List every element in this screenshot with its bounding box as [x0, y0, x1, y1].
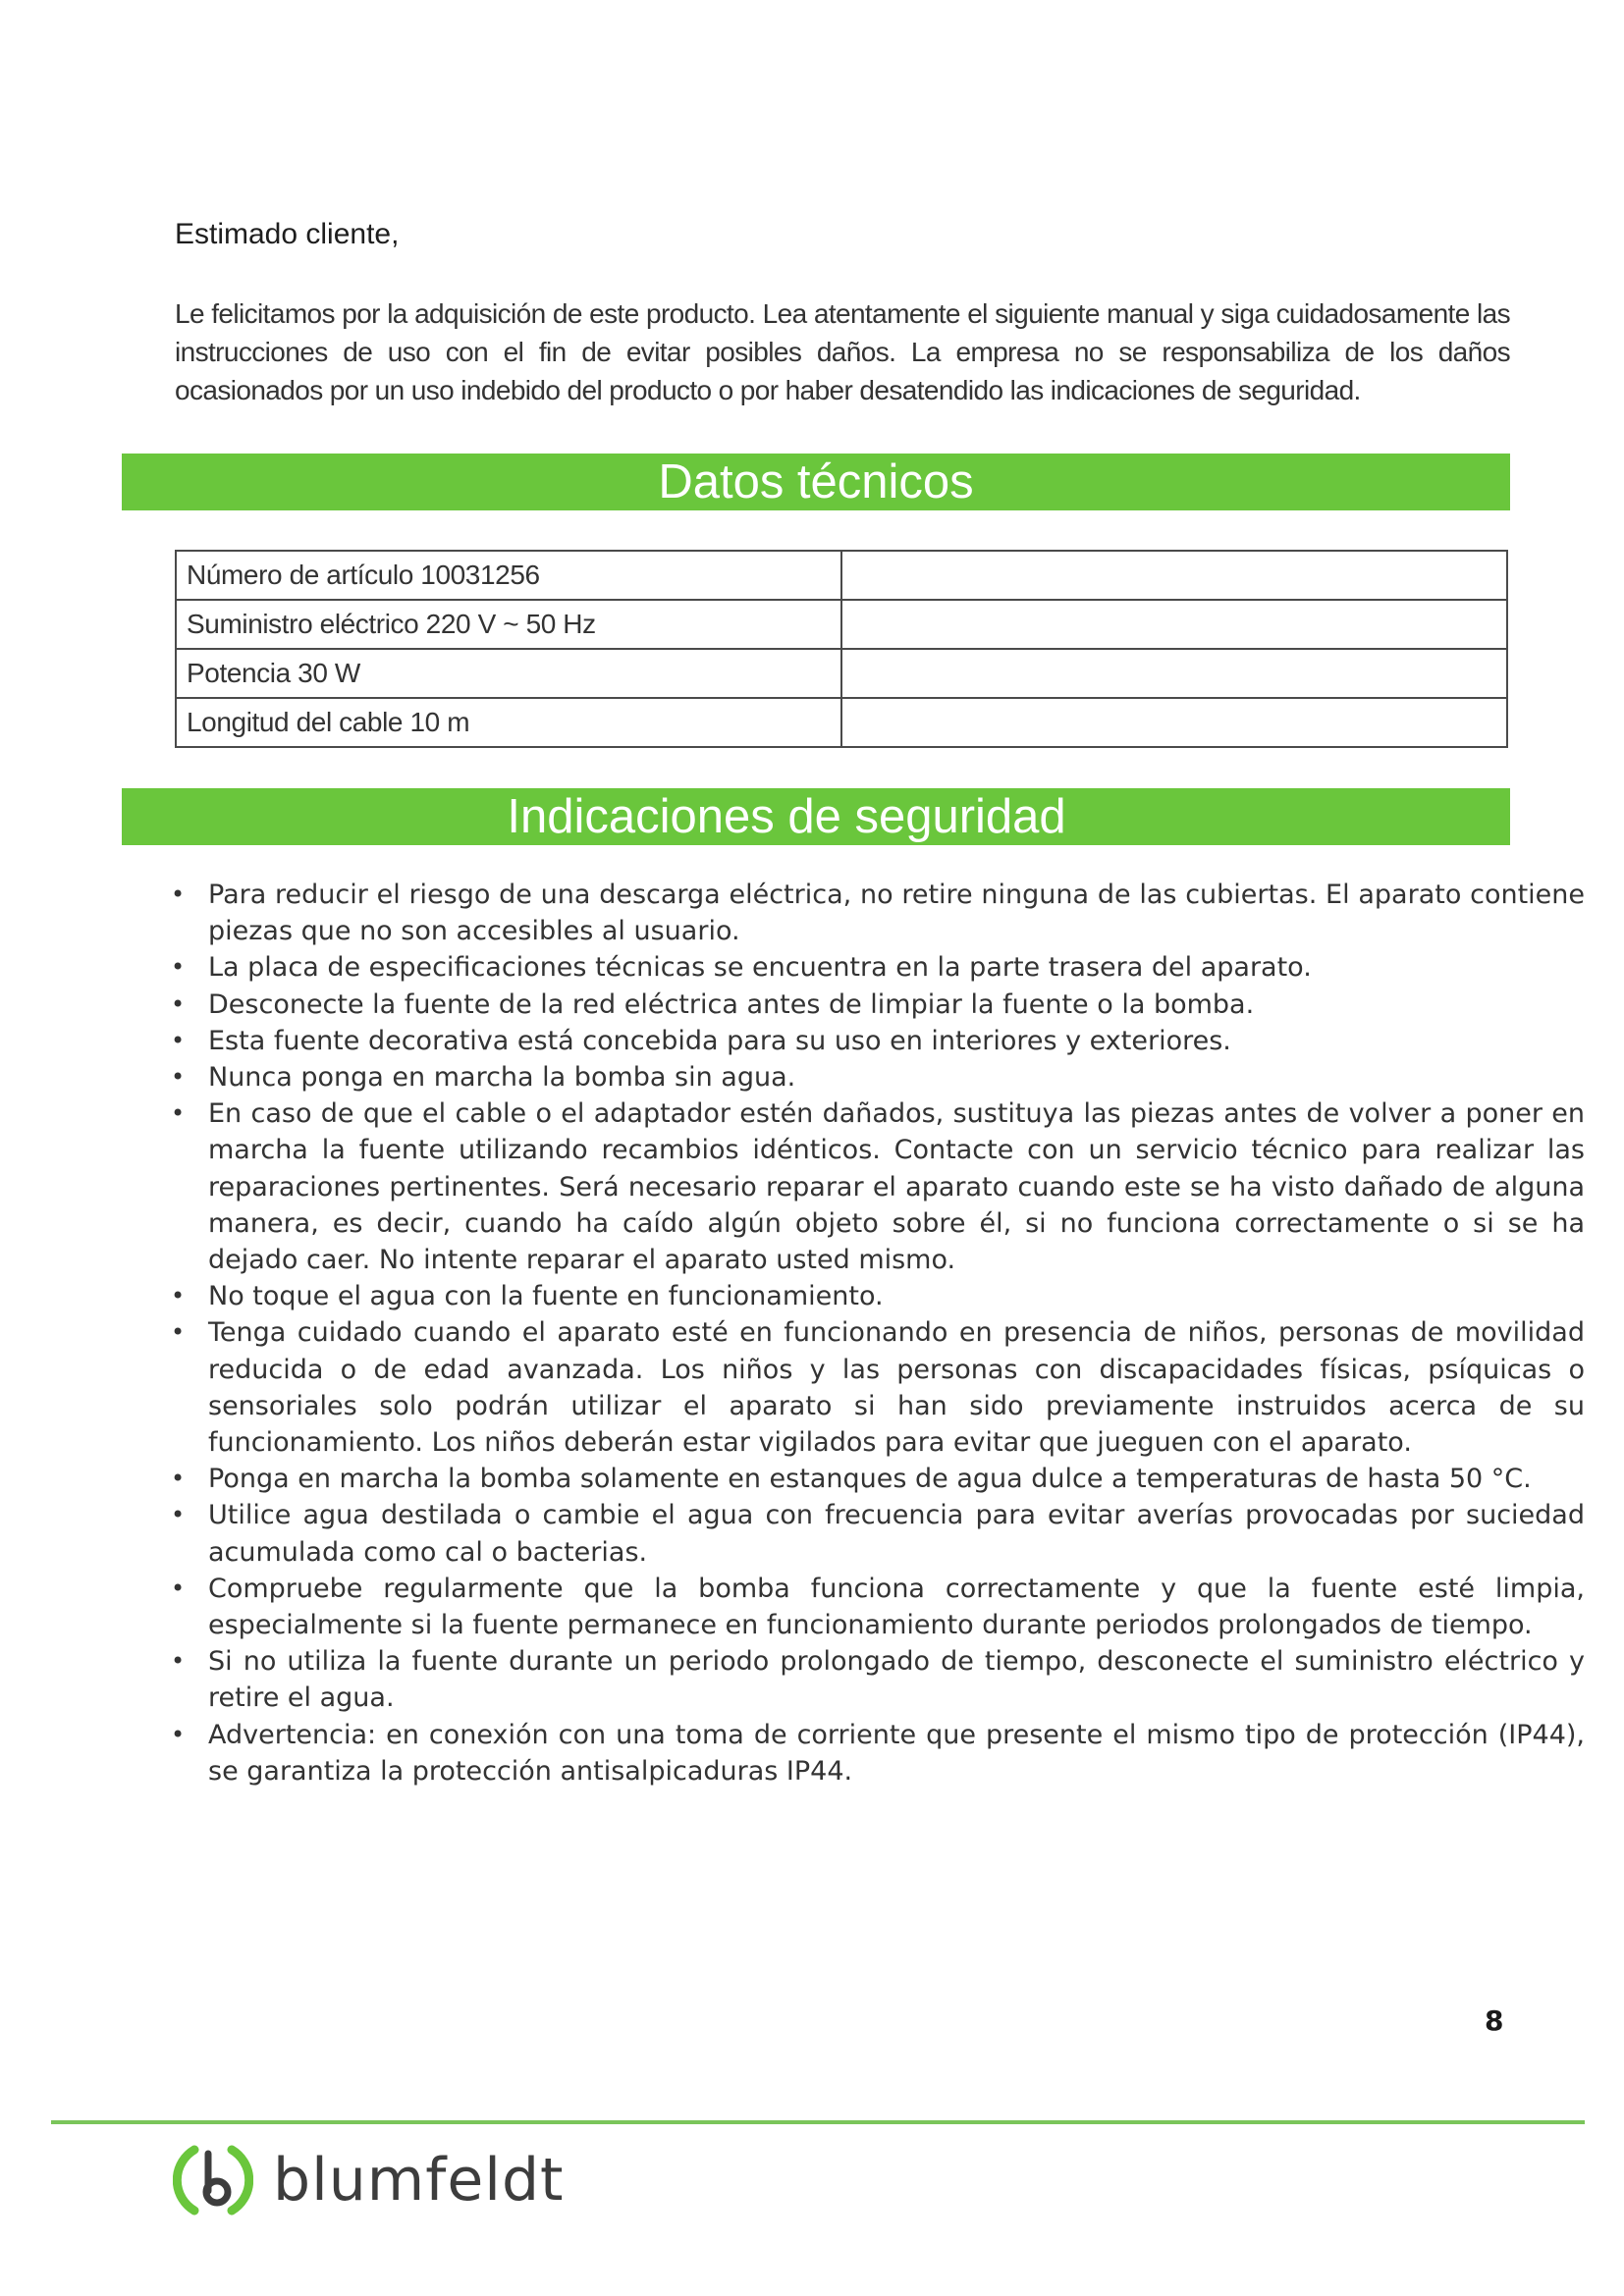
- list-item-text: Nunca ponga en marcha la bomba sin agua.: [208, 1062, 796, 1094]
- list-item: [165, 1278, 1585, 1314]
- bullet-icon: •: [171, 989, 186, 1018]
- list-item-text: La placa de especificaciones técnicas se encuentra en la parte trasera del aparato.: [208, 952, 1312, 984]
- safety-list: [165, 877, 1585, 1789]
- list-item: [165, 1461, 1585, 1497]
- intro-paragraph: Le felicitamos por la adquisición de este producto. Lea atentamente el siguiente manual y siga cuidadosamente las instrucciones de uso con el fin de evitar posibles daños. La empresa no se responsabiliza de los daños ocasionados por un uso indebido del producto o por haber desatendido las indicaciones de seguridad.: [175, 298, 1510, 405]
- bullet-icon: •: [171, 1574, 186, 1602]
- list-item-text: Advertencia: en conexión con una toma de corriente que presente el mismo tipo de protección (IP44), se garantiza la protección antisalpicaduras IP44.: [208, 1719, 1585, 1787]
- bullet-icon: •: [171, 1501, 186, 1529]
- bullet-icon: •: [171, 1465, 186, 1493]
- list-item-text: Si no utiliza la fuente durante un periodo prolongado de tiempo, desconecte el suministro eléctrico y retire el agua.: [208, 1646, 1585, 1714]
- list-item-text: Utilice agua destilada o cambie el agua con frecuencia para evitar averías provocadas por suciedad acumulada como cal o bacterias.: [208, 1500, 1585, 1568]
- list-item-text: No toque el agua con la fuente en funcionamiento.: [208, 1281, 884, 1312]
- bullet-icon: •: [171, 953, 186, 982]
- spec-label: Número de artículo 10031256: [176, 551, 841, 600]
- spec-label: Potencia 30 W: [176, 649, 841, 698]
- safety-header-title: Indicaciones de seguridad: [507, 790, 1066, 843]
- list-item: [165, 987, 1585, 1023]
- bullet-icon: •: [171, 1282, 186, 1310]
- list-item: [165, 877, 1585, 949]
- table-row: [176, 649, 1507, 698]
- greeting: Estimado cliente,: [175, 218, 400, 250]
- list-item: [165, 1023, 1585, 1059]
- list-item: [165, 1314, 1585, 1461]
- list-item: [165, 1717, 1585, 1789]
- list-item: [165, 1497, 1585, 1570]
- list-item-text: Para reducir el riesgo de una descarga eléctrica, no retire ninguna de las cubiertas. El aparato contiene piezas que no son accesibles al usuario.: [208, 880, 1585, 947]
- blumfeldt-logo-icon: [173, 2144, 253, 2216]
- list-item: [165, 1571, 1585, 1643]
- technical-data-table: [175, 550, 1508, 748]
- technical-data-header: Datos técnicos: [122, 454, 1510, 510]
- list-item-text: Tenga cuidado cuando el aparato esté en funcionando en presencia de niños, personas de movilidad reducida o de edad avanzada. Los niños y las personas con discapacidades físicas, psíquicas o sensoriales solo podrán utilizar el aparato si han sido previamente instruidos acerca de su funcionamiento. Los niños deberán estar vigilados para evitar que jueguen con el aparato.: [208, 1317, 1585, 1459]
- bullet-icon: •: [171, 1720, 186, 1748]
- bullet-icon: •: [171, 881, 186, 908]
- table-row: [176, 551, 1507, 600]
- footer-divider: [51, 2120, 1585, 2124]
- list-item-text: Compruebe regularmente que la bomba funciona correctamente y que la fuente esté limpia, especialmente si la fuente permanece en funcionamiento durante periodos prolongados de tiempo.: [208, 1573, 1585, 1641]
- list-item: [165, 1095, 1585, 1278]
- list-item-text: Desconecte la fuente de la red eléctrica antes de limpiar la fuente o la bomba.: [208, 988, 1255, 1020]
- bullet-icon: •: [171, 1099, 186, 1128]
- safety-header: [122, 788, 1510, 845]
- list-item-text: Ponga en marcha la bomba solamente en estanques de agua dulce a temperaturas de hasta 50 °C.: [208, 1464, 1532, 1495]
- spec-value: [841, 698, 1507, 747]
- bullet-icon: •: [171, 1647, 186, 1676]
- brand-footer: [173, 2144, 565, 2216]
- list-item: [165, 949, 1585, 986]
- bullet-icon: •: [171, 1318, 186, 1347]
- list-item-text: En caso de que el cable o el adaptador estén dañados, sustituya las piezas antes de volver a poner en marcha la fuente utilizando recambios idénticos. Contacte con un servicio técnico para realizar las reparaciones pertinentes. Será necesario reparar el aparato cuando este se ha visto dañado de alguna manera, es decir, cuando ha caído algún objeto sobre él, si no funciona correctamente o si se ha dejado caer. No intente reparar el aparato usted mismo.: [208, 1098, 1585, 1276]
- table-row: [176, 698, 1507, 747]
- bullet-icon: •: [171, 1063, 186, 1092]
- bullet-icon: •: [171, 1026, 186, 1054]
- page-number: 8: [1485, 2004, 1504, 2037]
- table-row: [176, 600, 1507, 649]
- list-item: [165, 1059, 1585, 1095]
- spec-label: Longitud del cable 10 m: [176, 698, 841, 747]
- list-item: [165, 1643, 1585, 1716]
- spec-value: [841, 551, 1507, 600]
- spec-value: [841, 600, 1507, 649]
- spec-label: Suministro eléctrico 220 V ~ 50 Hz: [176, 600, 841, 649]
- brand-name: blumfeldt: [273, 2146, 565, 2215]
- spec-value: [841, 649, 1507, 698]
- list-item-text: Esta fuente decorativa está concebida para su uso en interiores y exteriores.: [208, 1025, 1231, 1056]
